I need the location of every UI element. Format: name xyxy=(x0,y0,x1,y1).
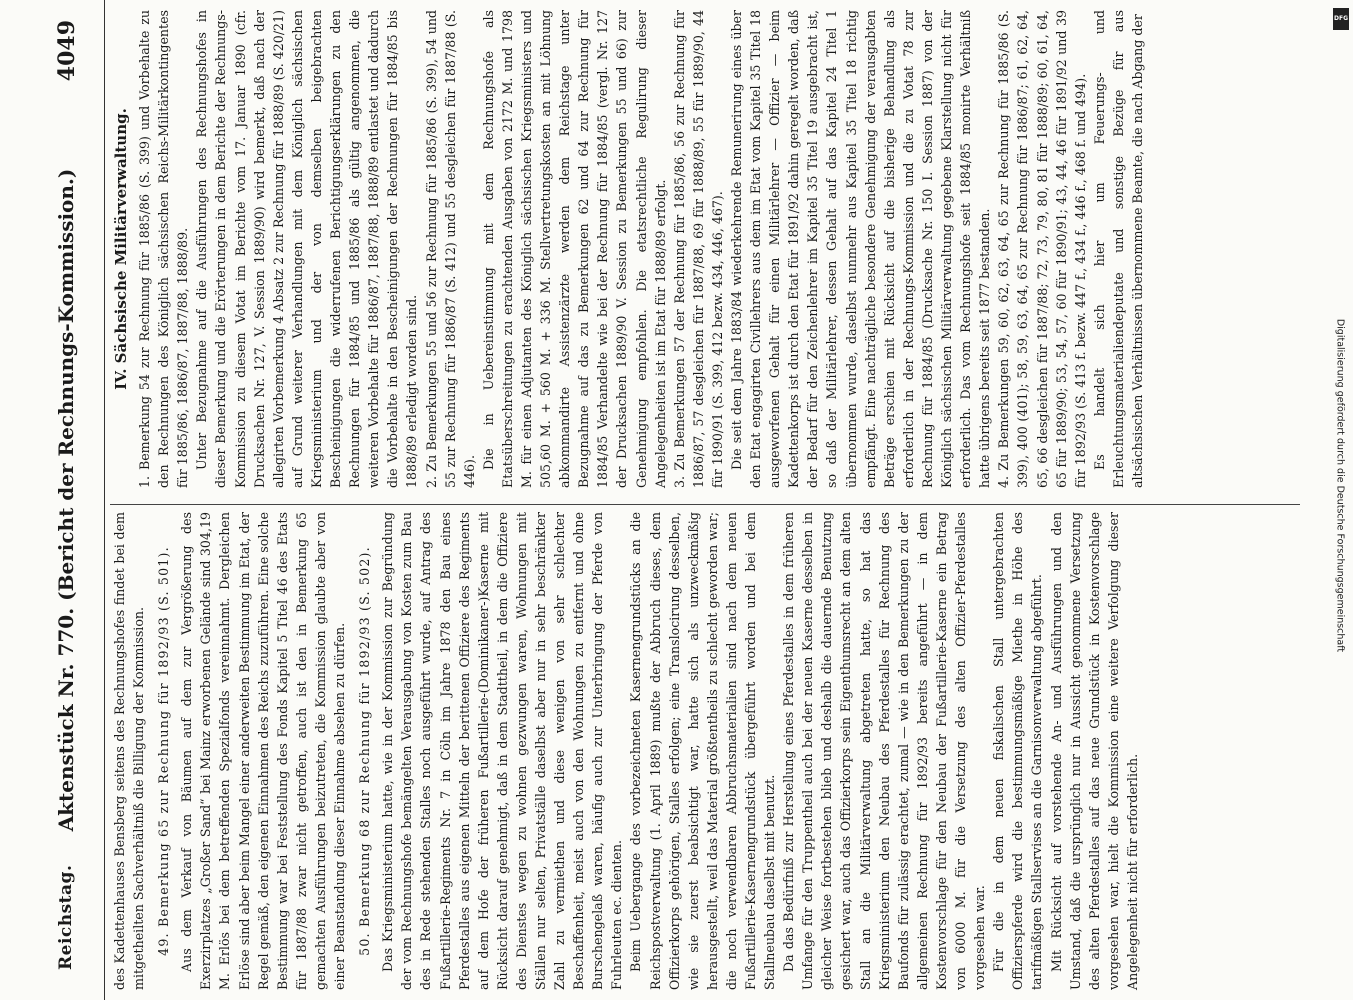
paragraph: 3. Zu Bemerkungen 57 der Rechnung für 1885/86, 56 zur Rechnung für 1886/87, 57 desgleichen für 1887/88, 69 für 1888/89, 55 für 1889/90, 44 für 1890/91 (S. 399, 412 bezw. 434, 446, 467). xyxy=(671,10,725,488)
section-heading: 49. Bemerkung 65 zur Rechnung für 1892/93 (S. 501). xyxy=(156,546,172,956)
section-heading: IV. Sächsische Militärverwaltung. xyxy=(112,108,130,390)
paragraph: Beim Uebergange des vorbezeichneten Kasernengrundstücks an die Reichspostverwaltung (1. April 1889) mußte der Abbruch dieses, dem Offizierkorps gehörigen, Stalles erfolgen; eine Translocirung desselben, wie sie zuerst beabsichtigt war, hatte sich als unzweckmäßig herausgestellt, weil das Material größtentheils zu schlecht geworden war; die noch verwendbaren Abbruchsmaterialien sind nach dem neuen Fußartillerie-Kasernengrundstück übergeführt worden und bei dem Stallneubau daselbst mit benutzt. xyxy=(628,512,778,990)
header-document-title xyxy=(54,0,78,1000)
paragraph: Die in Uebereinstimmung mit dem Rechnungshofe als Etatsüberschreitungen zu erachtenden Ausgaben von 2172 M. und 1798 M. für einen Adjutanten des Königlich sächsischen Kriegsministers und 505,60 M. + 560 M. + 336 M. Stellvertretungskosten an mit Löhnung abkommandirte Assistenzärzte werden dem Reichstage unter Bezugnahme auf das zu Bemerkungen 62 und 64 zur Rechnung für 1884/85 Verhandelte wie bei der Rechnung für 1884/85 (vergl. Nr. 127 der Drucksachen 1889/90 V. Session zu Bemerkungen 55 und 66) zur Genehmigung empfohlen. Die etatsrechtliche Regulirung dieser Angelegenheiten ist im Etat für 1888/89 erfolgt. xyxy=(480,10,668,488)
paragraph: Das Kriegsministerium hatte, wie in der Kommission zur Begründung der vom Rechnungshofe bemängelten Verausgabung von Kosten zum Bau des in Rede stehenden Stalles noch ausgeführt wurde, auf Antrag des Fußartillerie-Regiments Nr. 7 in Cöln im Jahre 1878 den Bau eines Pferdestalles aus eigenen Mitteln der berittenen Offiziere des Regiments auf dem Hofe der früheren Fußartillerie-(Dominikaner-)Kaserne mit Rücksicht darauf genehmigt, daß in dem Stadttheil, in dem die Offiziere des Dienstes wegen zu wohnen gezwungen waren, Wohnungen mit Ställen nur selten, Privatställe daselbst aber nur in sehr beschränkter Zahl zu vermiethen und diese wenigen von sehr schlechter Beschaffenheit, meist auch von den Wohnungen zu entfernt und ohne Burschengelaß waren, häufig auch zur Unterbringung der Pferde von Fuhrleuten ec. dienten. xyxy=(380,512,625,990)
right-column xyxy=(110,10,1147,488)
paragraph: Für die in dem neuen fiskalischen Stall untergebrachten Offizierspferde wird die bestimmungsmäßige Miethe in Höhe des tarifmäßigen Stallservises an die Garnisonverwaltung abgeführt. xyxy=(991,512,1045,990)
paragraph: 1. Bemerkung 54 zur Rechnung für 1885/86 (S. 399) und Vorbehalte zu den Rechnungen des Königlich sächsischen Reichs-Militärkontingentes für 1885/86, 1886/87, 1887/88, 1888/89. xyxy=(137,10,191,488)
paragraph: Da das Bedürfniß zur Herstellung eines Pferdestalles in dem früheren Umfange für den Truppentheil auch bei der neuen Kaserne desselben in gleicher Weise fortbestehen blieb und deshalb die dauernde Benutzung gesichert war, auch das Offizierkorps sein Eigenthumsrecht an dem alten Stall an die Militärverwaltung abgetreten hatte, so hat das Kriegsministerium den Neubau des Pferdestalles für Rechnung des Baufonds für zulässig erachtet, zumal — wie in den Bemerkungen zu der allgemeinen Rechnung für 1892/93 bereits angeführt — in dem Kostenvorschlage für den Neubau der Fußartillerie-Kaserne ein Betrag von 6000 M. für die Versetzung des alten Offizier-Pferdestalles vorgesehen war. xyxy=(781,512,988,990)
paragraph: Die seit dem Jahre 1883/84 wiederkehrende Remunerirung eines über den Etat engagirten Civillehrers aus dem im Etat vom Kapitel 35 Titel 18 ausgeworfenen Gehalt für einen Militärlehrer — Offizier — beim Kadettenkorps ist durch den Etat für 1891/92 dahin geregelt worden, daß der Bedarf für den Zeichenlehrer im Kapitel 35 Titel 19 ausgebracht ist, so daß der Militärlehrer, dessen Gehalt auf das Kapitel 24 Titel 1 übernommen wurde, daselbst nunmehr aus Kapitel 35 Titel 18 richtig empfängt. Eine nachträgliche besondere Genehmigung der verausgabten Beträge erschien mit Rücksicht auf die bisherige Behandlung als erforderlich in der Rechnungs-Kommission und die zu Votat 78 zur Rechnung für 1884/85 (Drucksache Nr. 150 I. Session 1887) von der Königlich sächsischen Militärverwaltung gegebene Klarstellung nicht für erforderlich. Das vom Rechnungshofe seit 1884/85 monirte Verhältniß hatte übrigens bereits seit 1877 bestanden. xyxy=(729,10,993,488)
header-reichstag: Reichstag. xyxy=(56,864,76,970)
paragraph: Es handelt sich hier um Feuerungs- und Erleuchtungsmaterialiendeputate und sonstige Bezüge für aus altsächsischen Verhältnissen übernommene Beamte, die nach Abgang der xyxy=(1091,10,1145,488)
paragraph: Aus dem Verkauf von Bäumen auf dem zur Vergrößerung des Exerzirplatzes „Großer Sand“ bei Mainz erworbenen Gelände sind 304,19 M. Erlös bei dem betreffenden Spezialfonds vereinnahmt. Dergleichen Erlöse sind aber beim Mangel einer anderweiten Bestimmung im Etat, der Regel gemäß, den eigenen Einnahmen des Reichs zuzuführen. Eine solche Bestimmung war bei Feststellung des Fonds Kapitel 5 Titel 46 des Etats für 1887/88 zwar nicht getroffen, auch ist den in Bemerkung 65 gemachten Ausführungen beizutreten, die Kommission glaubte aber von einer Beanstandung dieser Einnahme absehen zu dürfen. xyxy=(179,512,348,990)
paragraph: 2. Zu Bemerkungen 55 und 56 zur Rechnung für 1885/86 (S. 399), 54 und 55 zur Rechnung für 1886/87 (S. 412) und 55 desgleichen für 1887/88 (S. 446). xyxy=(423,10,477,488)
paragraph: des Kadettenhauses Bensberg seitens des Rechnungshofes findet bei dem mitgetheilten Sachverhältniß die Billigung der Kommission. xyxy=(112,512,147,990)
dfg-strip xyxy=(1330,0,1353,1000)
header-center-title: (Bericht der Rechnungs-Kommission.) xyxy=(54,168,78,601)
header-document-number: Aktenstück Nr. 770. xyxy=(54,607,78,832)
paragraph: Unter Bezugnahme auf die Ausführungen des Rechnungshofes in dieser Bemerkung und die Erörterungen in dem Berichte der Rechnungs-Kommission zu diesem Votat im Berichte vom 17. Januar 1890 (cfr. Drucksachen Nr. 127, V. Session 1889/90) wird bemerkt, daß nach der allegirten Vorbemerkung 4 Absatz 2 zur Rechnung für 1888/89 (S. 420/21) auf Grund weiterer Verhandlungen mit dem Königlich sächsischen Kriegsministerium und der von demselben beigebrachten Bescheinigungen die widerrufenen Berichtigungserklärungen zu den Rechnungen für 1884/85 und 1885/86 als gültig angenommen, die weiteren Vorbehalte für 1886/87, 1887/88, 1888/89 entlastet und dadurch die Vorbehalte in den Bescheinigungen der Rechnungen für 1884/85 bis 1888/89 erledigt worden sind. xyxy=(194,10,420,488)
page-header xyxy=(48,0,108,1000)
paragraph: 4. Zu Bemerkungen 59, 60, 62, 63, 64, 65 zur Rechnung für 1885/86 (S. 399), 400 (401); 58, 59, 63, 64, 65 zur Rechnung für 1886/87; 61, 62, 64, 65, 66 desgleichen für 1887/88; 72, 73, 79, 80, 81 für 1888/89; 60, 61, 64, 65 für 1889/90; 53, 54, 57, 60 für 1890/91; 43, 44, 46 für 1891/92 und 39 für 1892/93 (S. 413 f. bezw. 447 f., 434 f., 446 f., 468 f. und 494). xyxy=(996,10,1088,488)
column-divider xyxy=(110,504,1300,505)
paragraph: Mit Rücksicht auf vorstehende An- und Ausführungen und den Umstand, daß die ursprünglich nur in Aussicht genommene Versetzung des alten Pferdestalles auf das neue Grundstück in Kostenvorschlage vorgesehen war, hielt die Kommission eine weitere Verfolgung dieser Angelegenheit nicht für erforderlich. xyxy=(1048,512,1140,990)
left-column xyxy=(110,512,1142,990)
page-number: 4049 xyxy=(54,20,80,82)
dfg-logo: DFG xyxy=(1333,8,1349,30)
digitization-credit: Digitalisierung gefördert durch die Deutsche Forschungsgemeinschaft xyxy=(1334,318,1346,653)
rotated-page xyxy=(48,0,1338,1000)
header-rule xyxy=(104,0,105,1000)
section-heading: 50. Bemerkung 68 zur Rechnung für 1892/93 (S. 502). xyxy=(357,546,373,956)
